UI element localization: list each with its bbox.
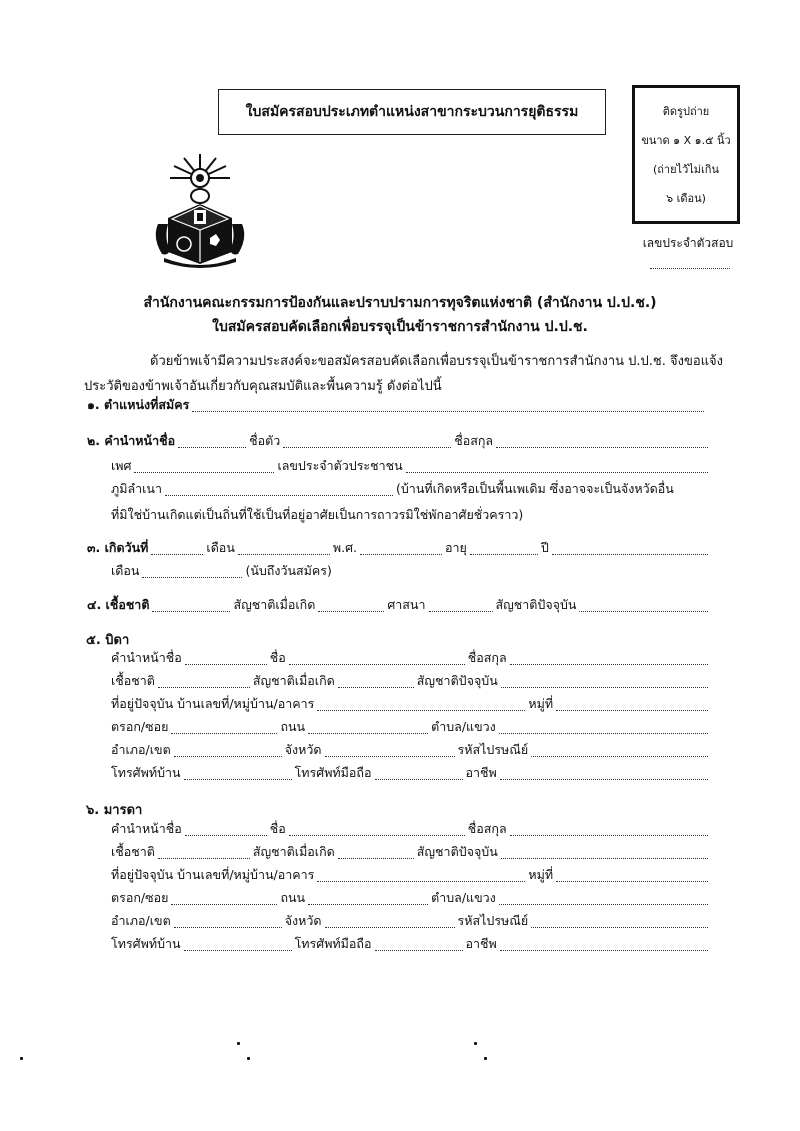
id-number-field[interactable] (406, 472, 708, 473)
first-name-field[interactable] (283, 447, 451, 448)
mother-road-label: ถนน (280, 890, 306, 905)
father-province-field[interactable] (325, 756, 455, 757)
row-name (84, 433, 708, 451)
father-home-phone-field[interactable] (184, 779, 292, 780)
mother-mobile-field[interactable] (375, 950, 463, 951)
father-title-label: คำนำหน้าชื่อ (111, 650, 182, 665)
form-type-title-box (218, 89, 606, 135)
mother-district-label: อำเภอ/เขต (111, 913, 171, 928)
id-number-label: เลขประจำตัวประชาชน (277, 458, 403, 473)
father-mobile-field[interactable] (375, 779, 463, 780)
intro-line-2: ประวัติของข้าพเจ้าอันเกี่ยวกับคุณสมบัติและพื้นความรู้ ดังต่อไปนี้ (84, 379, 442, 394)
father-province-label: จังหวัด (284, 742, 322, 757)
mother-postcode-label: รหัสไปรษณีย์ (457, 913, 529, 928)
father-address-field[interactable] (317, 710, 525, 711)
agency-heading: สำนักงานคณะกรรมการป้องกันและปราบปรามการทุจริตแห่งชาติ (สำนักงาน ป.ป.ช.) (143, 295, 657, 311)
mother-last-name-label: ชื่อสกุล (467, 821, 507, 836)
row-birth (84, 540, 708, 558)
nacc-emblem-icon (140, 148, 260, 268)
mother-last-name-field[interactable] (510, 835, 708, 836)
father-last-name-label: ชื่อสกุล (467, 650, 507, 665)
birth-year-field[interactable] (360, 554, 442, 555)
ethnicity-label: ๔. เชื้อชาติ (87, 597, 150, 612)
father-first-name-label: ชื่อ (269, 650, 286, 665)
photo-placeholder (632, 85, 740, 224)
father-subdistrict-label: ตำบล/แขวง (431, 719, 496, 734)
father-title-field[interactable] (185, 664, 267, 665)
mother-moo-label: หมู่ที่ (528, 867, 554, 882)
row-mother-district (108, 913, 708, 931)
birth-day-label: ๓. เกิดวันที่ (87, 540, 149, 555)
mother-nationality-birth-label: สัญชาติเมื่อเกิด (252, 844, 335, 859)
mother-province-label: จังหวัด (284, 913, 322, 928)
father-postcode-field[interactable] (531, 756, 708, 757)
last-name-field[interactable] (496, 447, 708, 448)
father-address-label: ที่อยู่ปัจจุบัน บ้านเลขที่/หมู่บ้าน/อาคาร (111, 696, 315, 711)
father-road-field[interactable] (308, 733, 428, 734)
row-age-months (108, 563, 335, 581)
form-type-title: ใบสมัครสอบประเภทตำแหน่งสาขากระบวนการยุติธรรม (245, 104, 579, 120)
father-last-name-field[interactable] (510, 664, 708, 665)
applied-position-field[interactable] (192, 411, 704, 412)
mother-soi-label: ตรอก/ซอย (111, 890, 169, 905)
birth-month-label: เดือน (206, 540, 235, 555)
hometown-field[interactable] (165, 495, 393, 496)
row-sex-id (108, 458, 708, 476)
scan-speck (484, 1057, 487, 1060)
birth-day-field[interactable] (151, 554, 203, 555)
scan-speck (237, 1042, 240, 1045)
hometown-label: ภูมิลำเนา (111, 481, 162, 496)
father-ethnicity-label: เชื้อชาติ (111, 673, 155, 688)
mother-nationality-current-label: สัญชาติปัจจุบัน (416, 844, 498, 859)
mother-address-label: ที่อยู่ปัจจุบัน บ้านเลขที่/หมู่บ้าน/อาคาร (111, 867, 315, 882)
mother-home-phone-label: โทรศัพท์บ้าน (111, 936, 181, 951)
first-name-label: ชื่อตัว (249, 433, 281, 448)
mother-moo-field[interactable] (556, 881, 708, 882)
mother-road-field[interactable] (308, 904, 428, 905)
nationality-birth-field[interactable] (318, 611, 384, 612)
ethnicity-field[interactable] (152, 611, 230, 612)
age-note: (นับถึงวันสมัคร) (245, 563, 332, 578)
row-father-phone (108, 765, 708, 783)
mother-postcode-field[interactable] (531, 927, 708, 928)
row-mother-name (108, 821, 708, 839)
row-mother-ethnicity (108, 844, 708, 862)
row-ethnicity (84, 597, 708, 615)
mother-heading: ๖. มารดา (86, 803, 143, 818)
row-mother-address (108, 867, 708, 885)
row-applied-position (84, 397, 704, 415)
mother-first-name-label: ชื่อ (269, 821, 286, 836)
row-father-address (108, 696, 708, 714)
father-occupation-label: อาชีพ (465, 765, 497, 780)
father-heading: ๕. บิดา (86, 633, 130, 648)
father-soi-field[interactable] (171, 733, 277, 734)
sex-field[interactable] (134, 472, 274, 473)
photo-text-2: ขนาด ๑ X ๑.๕ นิ้ว (641, 133, 731, 147)
mother-subdistrict-label: ตำบล/แขวง (431, 890, 496, 905)
father-first-name-field[interactable] (289, 664, 465, 665)
scan-speck (20, 1057, 23, 1060)
hometown-note-1: (บ้านที่เกิดหรือเป็นพื้นเพเดิม ซึ่งอาจจะเป็นจังหวัดอื่น (396, 481, 674, 496)
age-extra-field[interactable] (552, 554, 708, 555)
scan-speck (247, 1057, 250, 1060)
row-father-name (108, 650, 708, 668)
father-nationality-birth-field[interactable] (338, 687, 414, 688)
row-father-district (108, 742, 708, 760)
photo-text-1: ติดรูปถ่าย (662, 104, 710, 118)
age-years-field[interactable] (470, 554, 538, 555)
exam-number-field[interactable] (650, 258, 730, 269)
father-soi-label: ตรอก/ซอย (111, 719, 169, 734)
birth-month-field[interactable] (238, 554, 330, 555)
father-postcode-label: รหัสไปรษณีย์ (457, 742, 529, 757)
birth-year-label: พ.ศ. (332, 540, 357, 555)
sex-label: เพศ (111, 458, 132, 473)
mother-address-field[interactable] (317, 881, 525, 882)
father-nationality-current-label: สัญชาติปัจจุบัน (416, 673, 498, 688)
title-prefix-label: ๒. คำนำหน้าชื่อ (87, 433, 176, 448)
mother-soi-field[interactable] (171, 904, 277, 905)
nationality-birth-label: สัญชาติเมื่อเกิด (233, 597, 316, 612)
scan-speck (474, 1042, 477, 1045)
intro-line-1: ด้วยข้าพเจ้ามีความประสงค์จะขอสมัครสอบคัดเลือกเพื่อบรรจุเป็นข้าราชการสำนักงาน ป.ป.ช. จึงขอแจ้ง (150, 354, 724, 369)
mother-mobile-label: โทรศัพท์มือถือ (294, 936, 372, 951)
father-home-phone-label: โทรศัพท์บ้าน (111, 765, 181, 780)
religion-label: ศาสนา (387, 597, 426, 612)
years-label: ปี (540, 540, 549, 555)
father-ethnicity-field[interactable] (158, 687, 250, 688)
age-months-label: เดือน (111, 563, 140, 578)
hometown-note-2: ที่มิใช่บ้านเกิดแต่เป็นถิ่นที่ใช้เป็นที่อยู่อาศัยเป็นการถาวรมิใช่พักอาศัยชั่วคราว) (111, 507, 524, 522)
row-hometown (108, 481, 708, 499)
father-subdistrict-field[interactable] (499, 733, 708, 734)
mother-home-phone-field[interactable] (184, 950, 292, 951)
last-name-label: ชื่อสกุล (454, 433, 494, 448)
father-mobile-label: โทรศัพท์มือถือ (294, 765, 372, 780)
mother-title-field[interactable] (185, 835, 267, 836)
mother-subdistrict-field[interactable] (499, 904, 708, 905)
mother-occupation-label: อาชีพ (465, 936, 497, 951)
father-district-label: อำเภอ/เขต (111, 742, 171, 757)
exam-number-label: เลขประจำตัวสอบ (642, 236, 734, 250)
mother-nationality-current-field[interactable] (501, 858, 708, 859)
father-road-label: ถนน (280, 719, 306, 734)
row-father-soi (108, 719, 708, 737)
mother-first-name-field[interactable] (289, 835, 465, 836)
father-moo-label: หมู่ที่ (528, 696, 554, 711)
photo-text-3: (ถ่ายไว้ไม่เกิน (652, 163, 719, 177)
age-label: อายุ (445, 540, 467, 555)
applied-position-label: ๑. ตำแหน่งที่สมัคร (87, 397, 190, 412)
form-title-heading: ใบสมัครสอบคัดเลือกเพื่อบรรจุเป็นข้าราชการสำนักงาน ป.ป.ช. (212, 319, 588, 335)
row-father-ethnicity (108, 673, 708, 691)
mother-district-field[interactable] (174, 927, 282, 928)
mother-ethnicity-label: เชื้อชาติ (111, 844, 155, 859)
age-months-field[interactable] (142, 577, 242, 578)
father-nationality-birth-label: สัญชาติเมื่อเกิด (252, 673, 335, 688)
mother-province-field[interactable] (325, 927, 455, 928)
father-nationality-current-field[interactable] (501, 687, 708, 688)
father-moo-field[interactable] (556, 710, 708, 711)
father-district-field[interactable] (174, 756, 282, 757)
mother-occupation-field[interactable] (500, 950, 708, 951)
row-mother-soi (108, 890, 708, 908)
title-prefix-field[interactable] (178, 447, 246, 448)
nationality-current-field[interactable] (579, 611, 708, 612)
mother-ethnicity-field[interactable] (158, 858, 250, 859)
photo-text-4: ๖ เดือน) (666, 192, 706, 206)
row-mother-phone (108, 936, 708, 954)
father-occupation-field[interactable] (500, 779, 708, 780)
mother-title-label: คำนำหน้าชื่อ (111, 821, 182, 836)
mother-nationality-birth-field[interactable] (338, 858, 414, 859)
religion-field[interactable] (429, 611, 493, 612)
nationality-current-label: สัญชาติปัจจุบัน (495, 597, 577, 612)
